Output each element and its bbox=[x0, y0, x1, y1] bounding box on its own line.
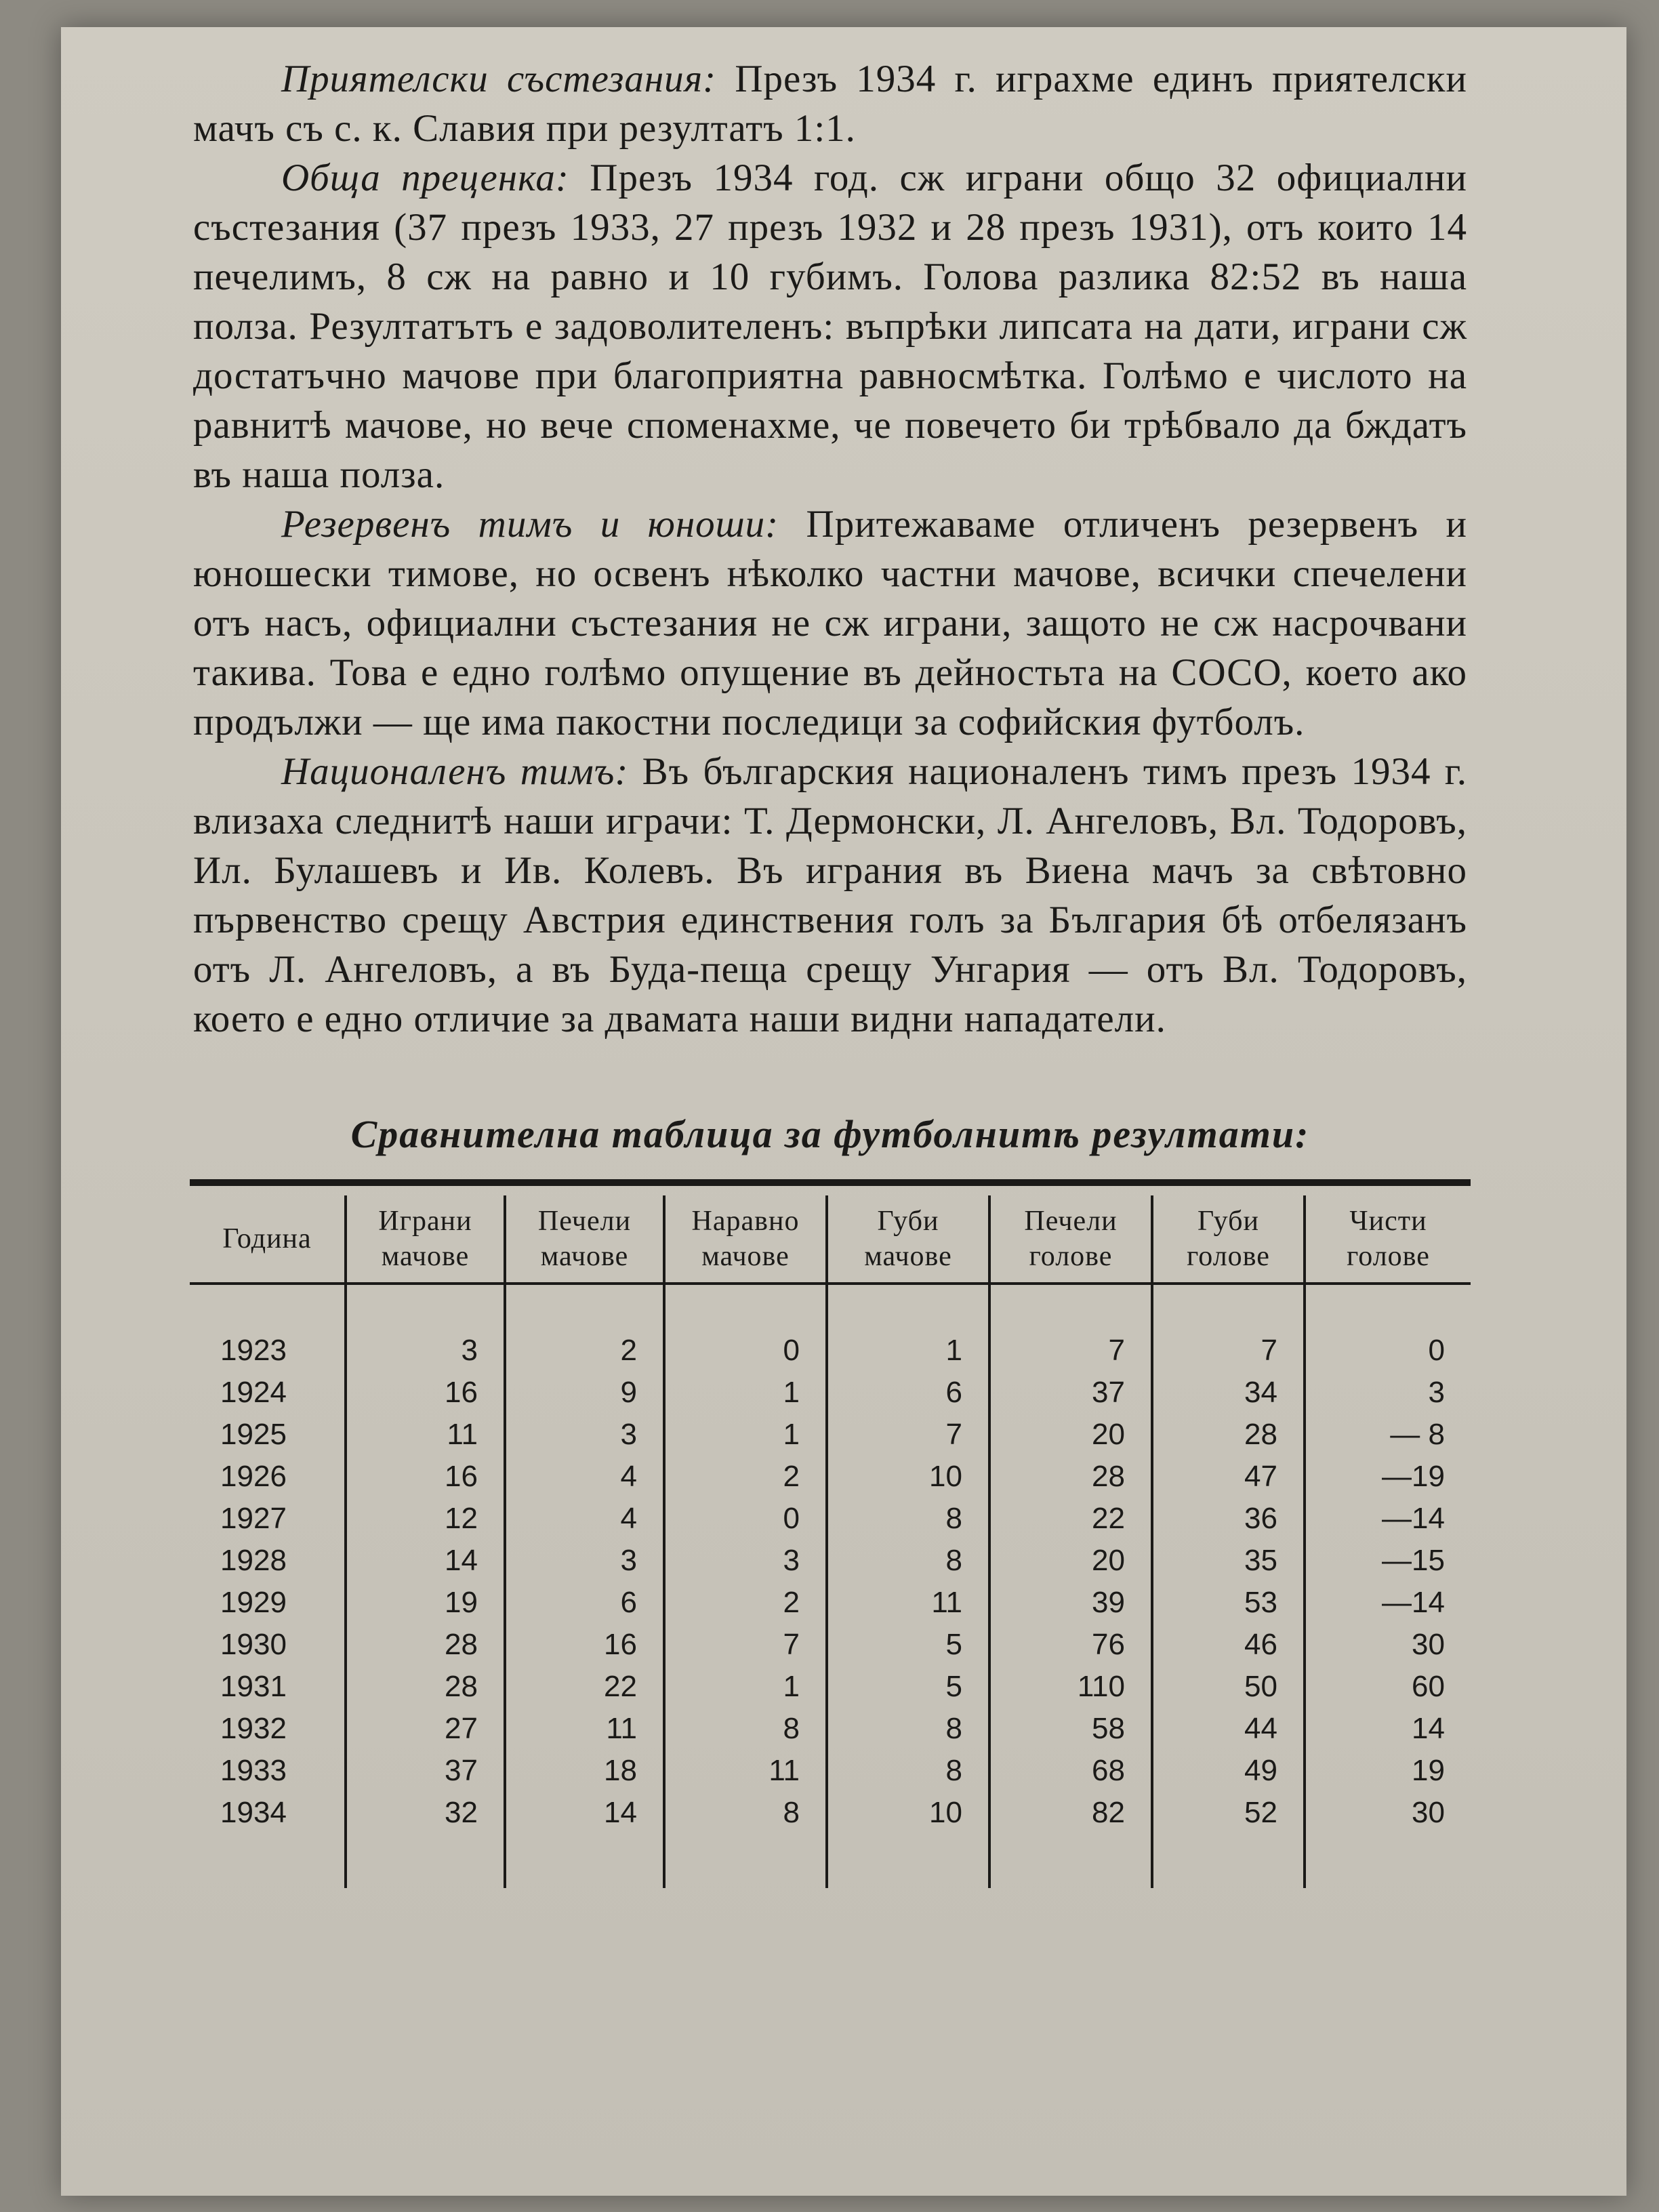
paragraph-text: Презъ 1934 г. играхме единъ приятелски мачъ съ с. к. Славия при резултатъ 1:1. bbox=[193, 58, 1467, 150]
year-cell: 1926 bbox=[220, 1460, 287, 1493]
column-header-line: мачове bbox=[864, 1241, 952, 1272]
value-cell: 14 bbox=[346, 1540, 505, 1582]
value-cell: 2 bbox=[505, 1330, 664, 1372]
value-cell: 60 bbox=[1305, 1666, 1471, 1708]
column-header bbox=[989, 1195, 1152, 1284]
value-cell: 11 bbox=[505, 1708, 664, 1750]
value-cell: 28 bbox=[346, 1624, 505, 1666]
paragraph-text: Въ българския националенъ тимъ презъ 1934 г. влизаха следнитѣ наши играчи: Т. Дермонски, Л. Ангеловъ, Вл. Тодоровъ, Ил. Булашевъ и Ив. Колевъ. Въ играния въ Виена мачъ за свѣтовно първенство срещу Австрия единствения голъ за България бѣ отбелязанъ отъ Л. Ангеловъ, а въ Буда-пеща срещу Унгария — отъ Вл. Тодоровъ, което е едно отличие за двамата наши видни нападатели. bbox=[193, 750, 1467, 1040]
value-cell: — 8 bbox=[1305, 1414, 1471, 1456]
value-cell: 32 bbox=[346, 1792, 505, 1834]
value-cell: 53 bbox=[1152, 1582, 1305, 1624]
value-cell: 39 bbox=[989, 1582, 1152, 1624]
value-cell: 28 bbox=[989, 1456, 1152, 1498]
value-cell: 8 bbox=[827, 1498, 989, 1540]
column-header-line: мачове bbox=[381, 1241, 470, 1272]
value-cell: 49 bbox=[1152, 1750, 1305, 1792]
paragraph-national-team bbox=[193, 747, 1467, 1044]
value-cell: 9 bbox=[505, 1372, 664, 1414]
table-row bbox=[190, 1330, 1471, 1372]
table-spacer-row bbox=[190, 1284, 1471, 1330]
value-cell: 68 bbox=[989, 1750, 1152, 1792]
value-cell: 5 bbox=[827, 1666, 989, 1708]
value-cell: 0 bbox=[664, 1498, 827, 1540]
column-header bbox=[505, 1195, 664, 1284]
value-cell: 6 bbox=[827, 1372, 989, 1414]
value-cell: 1 bbox=[664, 1372, 827, 1414]
value-cell: 11 bbox=[827, 1582, 989, 1624]
book-page bbox=[61, 27, 1626, 2196]
value-cell: —14 bbox=[1305, 1582, 1471, 1624]
year-cell: 1927 bbox=[220, 1502, 287, 1535]
table-title: Сравнителна таблица за футболнитѣ резултати: bbox=[350, 1112, 1310, 1156]
value-cell: 76 bbox=[989, 1624, 1152, 1666]
column-header-line: мачове bbox=[540, 1241, 629, 1272]
paragraph-friendly-matches bbox=[193, 54, 1467, 153]
value-cell: 6 bbox=[505, 1582, 664, 1624]
value-cell: 10 bbox=[827, 1456, 989, 1498]
value-cell: 28 bbox=[346, 1666, 505, 1708]
paragraph-text: Презъ 1934 год. сж играни общо 32 официални състезания (37 презъ 1933, 27 презъ 1932 и 28 презъ 1931), отъ които 14 печелимъ, 8 сж на равно и 10 губимъ. Голова разлика 82:52 въ наша полза. Резултатътъ е задоволителенъ: въпрѣки липсата на дати, играни сж достатъчно мачове при благоприятна равносмѣтка. Голѣмо е числото на равнитѣ мачове, но вече споменахме, че повечето би трѣбвало да бждатъ въ наша полза. bbox=[193, 157, 1467, 496]
value-cell: 3 bbox=[664, 1540, 827, 1582]
value-cell: 22 bbox=[505, 1666, 664, 1708]
value-cell: 1 bbox=[664, 1666, 827, 1708]
value-cell: 14 bbox=[505, 1792, 664, 1834]
value-cell: —15 bbox=[1305, 1540, 1471, 1582]
column-header-line: Губи bbox=[877, 1206, 939, 1237]
value-cell: 10 bbox=[827, 1792, 989, 1834]
column-header bbox=[1152, 1195, 1305, 1284]
body-text bbox=[193, 54, 1467, 1044]
table-row bbox=[190, 1708, 1471, 1750]
paragraph-overall-assessment bbox=[193, 153, 1467, 499]
table-top-rule bbox=[190, 1179, 1471, 1186]
value-cell: 19 bbox=[1305, 1750, 1471, 1792]
value-cell: 19 bbox=[346, 1582, 505, 1624]
value-cell: 58 bbox=[989, 1708, 1152, 1750]
value-cell: 82 bbox=[989, 1792, 1152, 1834]
column-header-line: мачове bbox=[701, 1241, 790, 1272]
value-cell: 37 bbox=[989, 1372, 1152, 1414]
value-cell: 27 bbox=[346, 1708, 505, 1750]
year-cell: 1928 bbox=[220, 1544, 287, 1577]
year-cell: 1932 bbox=[220, 1712, 287, 1745]
value-cell: 11 bbox=[664, 1750, 827, 1792]
year-cell: 1931 bbox=[220, 1670, 287, 1703]
paragraph-text: Притежаваме отличенъ резервенъ и юношески тимове, но освенъ нѣколко частни мачове, всички спечелени отъ насъ, официални състезания не сж играни, защото не сж насрочвани такива. Това е едно голѣмо опущение въ дейностьта на СОСО, което ако продължи — ще има пакостни последици за софийския футболъ. bbox=[193, 503, 1467, 743]
value-cell: 2 bbox=[664, 1456, 827, 1498]
value-cell: 20 bbox=[989, 1540, 1152, 1582]
column-header-line: Печели bbox=[537, 1206, 632, 1237]
value-cell: 0 bbox=[1305, 1330, 1471, 1372]
results-table-container bbox=[190, 1179, 1471, 1925]
column-header bbox=[664, 1195, 827, 1284]
column-header-line: Губи bbox=[1197, 1206, 1259, 1237]
column-header-line: Година bbox=[222, 1223, 312, 1254]
value-cell: 12 bbox=[346, 1498, 505, 1540]
value-cell: 11 bbox=[346, 1414, 505, 1456]
value-cell: 34 bbox=[1152, 1372, 1305, 1414]
value-cell: 35 bbox=[1152, 1540, 1305, 1582]
value-cell: 46 bbox=[1152, 1624, 1305, 1666]
table-row bbox=[190, 1498, 1471, 1540]
results-table bbox=[190, 1195, 1471, 1888]
column-header-line: Наравно bbox=[691, 1206, 800, 1237]
table-row bbox=[190, 1624, 1471, 1666]
value-cell: 7 bbox=[989, 1330, 1152, 1372]
year-cell: 1925 bbox=[220, 1418, 287, 1451]
value-cell: 3 bbox=[1305, 1372, 1471, 1414]
value-cell: 110 bbox=[989, 1666, 1152, 1708]
value-cell: 7 bbox=[664, 1624, 827, 1666]
value-cell: 1 bbox=[827, 1330, 989, 1372]
column-header-line: Играни bbox=[378, 1206, 472, 1237]
paragraph-lead: Обща преценка: bbox=[281, 157, 569, 199]
column-header-line: голове bbox=[1347, 1241, 1430, 1272]
column-header bbox=[190, 1195, 346, 1284]
value-cell: 3 bbox=[505, 1540, 664, 1582]
value-cell: 7 bbox=[827, 1414, 989, 1456]
table-body bbox=[190, 1284, 1471, 1888]
table-header bbox=[190, 1195, 1471, 1284]
value-cell: —19 bbox=[1305, 1456, 1471, 1498]
value-cell: 16 bbox=[346, 1456, 505, 1498]
table-row bbox=[190, 1540, 1471, 1582]
value-cell: 3 bbox=[346, 1330, 505, 1372]
value-cell: 22 bbox=[989, 1498, 1152, 1540]
table-row bbox=[190, 1414, 1471, 1456]
year-cell: 1933 bbox=[220, 1754, 287, 1787]
year-cell: 1930 bbox=[220, 1628, 287, 1661]
value-cell: 7 bbox=[1152, 1330, 1305, 1372]
value-cell: 50 bbox=[1152, 1666, 1305, 1708]
year-cell: 1934 bbox=[220, 1796, 287, 1829]
value-cell: 14 bbox=[1305, 1708, 1471, 1750]
value-cell: 36 bbox=[1152, 1498, 1305, 1540]
column-header-line: голове bbox=[1187, 1241, 1270, 1272]
value-cell: 8 bbox=[664, 1708, 827, 1750]
paragraph-lead: Резервенъ тимъ и юноши: bbox=[281, 503, 779, 546]
header-row bbox=[190, 1195, 1471, 1284]
value-cell: 30 bbox=[1305, 1792, 1471, 1834]
value-cell: —14 bbox=[1305, 1498, 1471, 1540]
value-cell: 16 bbox=[346, 1372, 505, 1414]
value-cell: 8 bbox=[827, 1750, 989, 1792]
column-header-line: Печели bbox=[1024, 1206, 1118, 1237]
year-cell: 1924 bbox=[220, 1376, 287, 1409]
table-row bbox=[190, 1792, 1471, 1834]
table-row bbox=[190, 1582, 1471, 1624]
value-cell: 4 bbox=[505, 1498, 664, 1540]
year-cell: 1929 bbox=[220, 1586, 287, 1619]
value-cell: 28 bbox=[1152, 1414, 1305, 1456]
value-cell: 0 bbox=[664, 1330, 827, 1372]
paragraph-lead: Приятелски състезания: bbox=[281, 58, 717, 100]
value-cell: 47 bbox=[1152, 1456, 1305, 1498]
table-row bbox=[190, 1750, 1471, 1792]
value-cell: 37 bbox=[346, 1750, 505, 1792]
value-cell: 8 bbox=[664, 1792, 827, 1834]
value-cell: 1 bbox=[664, 1414, 827, 1456]
value-cell: 5 bbox=[827, 1624, 989, 1666]
value-cell: 4 bbox=[505, 1456, 664, 1498]
paragraph-lead: Националенъ тимъ: bbox=[281, 750, 629, 793]
value-cell: 16 bbox=[505, 1624, 664, 1666]
value-cell: 3 bbox=[505, 1414, 664, 1456]
value-cell: 8 bbox=[827, 1540, 989, 1582]
column-header-line: Чисти bbox=[1349, 1206, 1427, 1237]
column-header bbox=[346, 1195, 505, 1284]
table-row bbox=[190, 1372, 1471, 1414]
paragraph-reserve-team bbox=[193, 499, 1467, 747]
column-header bbox=[827, 1195, 989, 1284]
value-cell: 44 bbox=[1152, 1708, 1305, 1750]
table-bottom-row bbox=[190, 1834, 1471, 1888]
table-row bbox=[190, 1456, 1471, 1498]
column-header bbox=[1305, 1195, 1471, 1284]
value-cell: 18 bbox=[505, 1750, 664, 1792]
value-cell: 8 bbox=[827, 1708, 989, 1750]
value-cell: 30 bbox=[1305, 1624, 1471, 1666]
year-cell: 1923 bbox=[220, 1334, 287, 1367]
value-cell: 20 bbox=[989, 1414, 1152, 1456]
value-cell: 2 bbox=[664, 1582, 827, 1624]
column-header-line: голове bbox=[1029, 1241, 1113, 1272]
table-row bbox=[190, 1666, 1471, 1708]
value-cell: 52 bbox=[1152, 1792, 1305, 1834]
